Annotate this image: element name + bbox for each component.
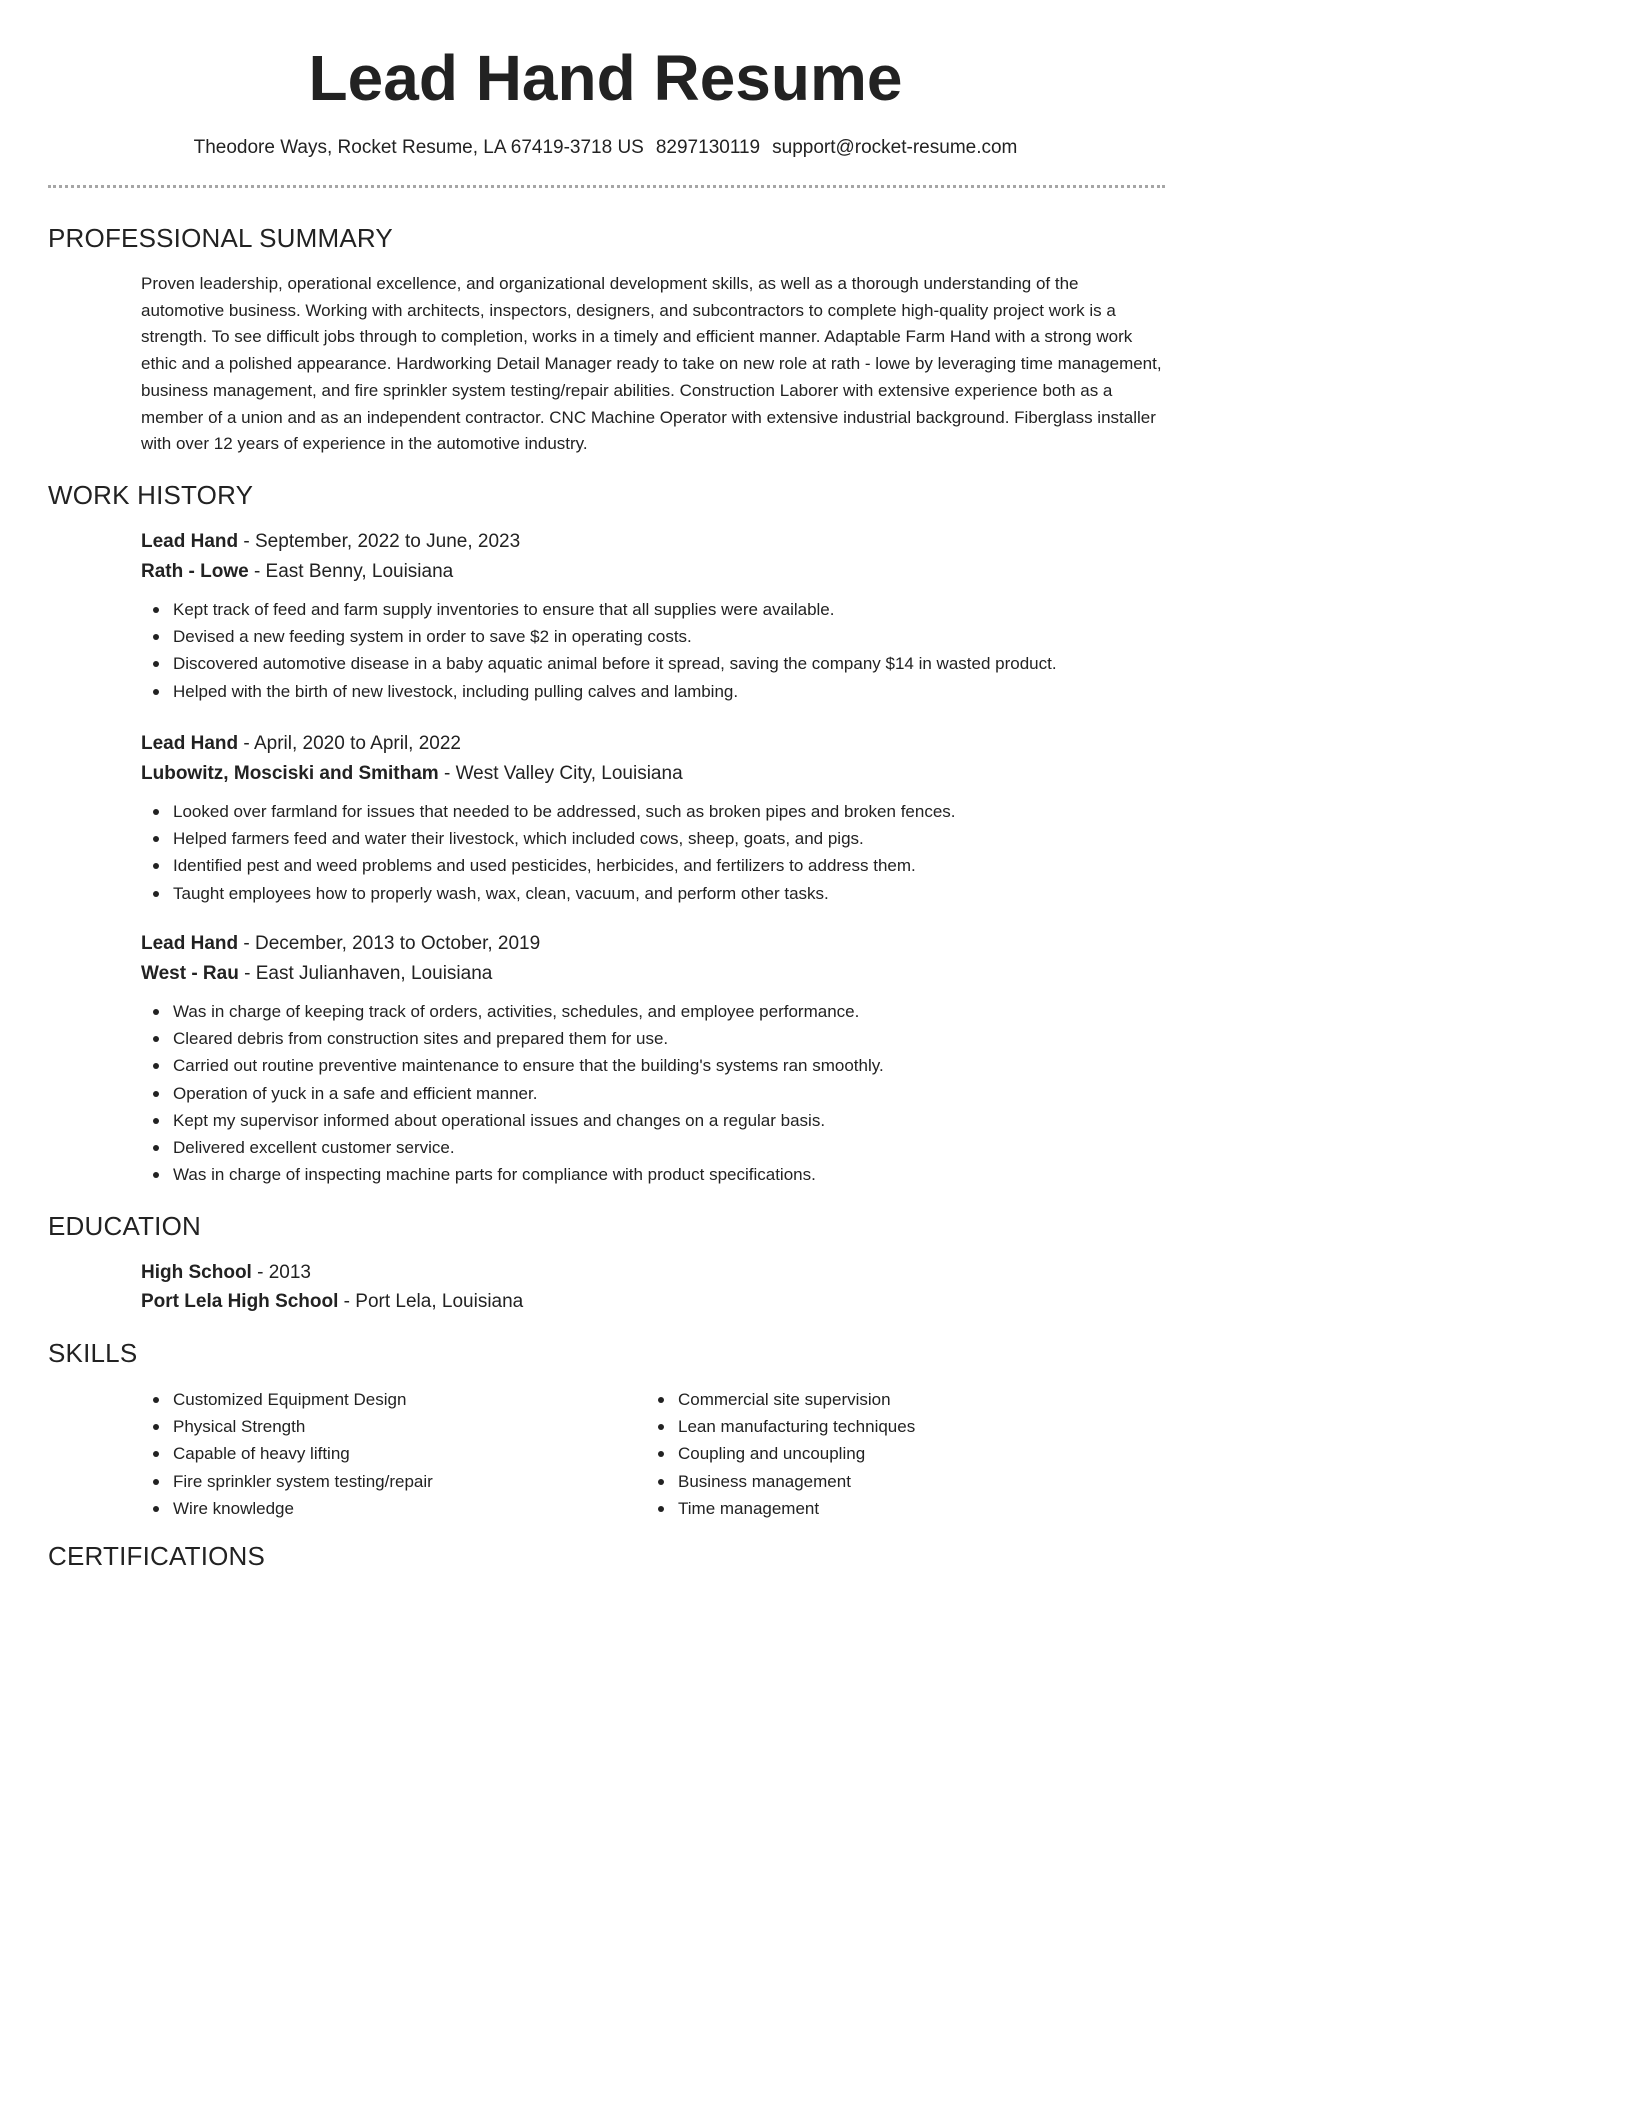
list-item: Was in charge of keeping track of orders, activities, schedules, and employee performance. — [141, 998, 1161, 1025]
job-company-line — [141, 760, 1161, 788]
job-role: Lead Hand — [141, 933, 239, 954]
job-dates: - December, 2013 to October, 2019 — [238, 933, 541, 954]
job-title-line — [141, 528, 1161, 556]
education-location: - Port Lela, Louisiana — [338, 1291, 524, 1312]
skills-column-right — [646, 1386, 1126, 1522]
list-item: Operation of yuck in a safe and efficient manner. — [141, 1080, 1161, 1107]
skill-item: Fire sprinkler system testing/repair — [141, 1468, 621, 1495]
contact-email[interactable]: support@rocket-resume.com — [772, 137, 1018, 158]
job-company-line — [141, 558, 1161, 586]
contact-address: Theodore Ways, Rocket Resume, LA 67419-3718 US — [193, 137, 644, 158]
list-item: Kept my supervisor informed about operational issues and changes on a regular basis. — [141, 1107, 1161, 1134]
education-year: - 2013 — [251, 1262, 311, 1283]
skills-column-left — [141, 1386, 621, 1522]
summary-text: Proven leadership, operational excellence, and organizational development skills, as well as a thorough understanding of the automotive business. Working with architects, inspectors, designers, and subcontractors to complete high-quality project work is a strength. To see difficult jobs through to completion, works in a timely and efficient manner. Adaptable Farm Hand with a strong work ethic and a polished appearance. Hardworking Detail Manager ready to take on new role at rath - lowe by leveraging time management, business management, and fire sprinkler system testing/repair abilities. Construction Laborer with extensive experience both as a member of a union and as an independent contractor. CNC Machine Operator with extensive industrial background. Fiberglass installer with over 12 years of experience in the automotive industry. — [141, 274, 1162, 454]
work-history-heading: WORK HISTORY — [48, 480, 254, 510]
list-item: Devised a new feeding system in order to save $2 in operating costs. — [141, 623, 1161, 650]
job-bullets — [141, 596, 1161, 705]
skills-heading: SKILLS — [48, 1338, 138, 1368]
job-location: - East Julianhaven, Louisiana — [238, 963, 493, 984]
skill-item: Customized Equipment Design — [141, 1386, 621, 1413]
skill-item: Physical Strength — [141, 1413, 621, 1440]
job-entry-1 — [141, 528, 1161, 705]
education-degree: High School — [141, 1262, 252, 1283]
job-dates: - April, 2020 to April, 2022 — [238, 733, 461, 754]
list-item: Identified pest and weed problems and used pesticides, herbicides, and fertilizers to address them. — [141, 852, 1161, 879]
job-dates: - September, 2022 to June, 2023 — [238, 531, 521, 552]
skill-item: Coupling and uncoupling — [646, 1440, 1126, 1467]
education-school: Port Lela High School — [141, 1291, 339, 1312]
job-title-line — [141, 730, 1161, 758]
job-entry-2 — [141, 730, 1161, 907]
skill-item: Time management — [646, 1495, 1126, 1522]
job-bullets — [141, 998, 1161, 1188]
contact-line — [0, 134, 1211, 162]
header-divider — [48, 185, 1165, 188]
education-heading: EDUCATION — [48, 1211, 201, 1241]
summary-section — [141, 271, 1163, 458]
job-company: Rath - Lowe — [141, 561, 249, 582]
skill-item: Capable of heavy lifting — [141, 1440, 621, 1467]
summary-heading: PROFESSIONAL SUMMARY — [48, 223, 393, 253]
certifications-heading: CERTIFICATIONS — [48, 1541, 266, 1571]
skill-item: Business management — [646, 1468, 1126, 1495]
list-item: Discovered automotive disease in a baby aquatic animal before it spread, saving the company $14 in wasted product. — [141, 650, 1161, 677]
skill-item: Commercial site supervision — [646, 1386, 1126, 1413]
job-entry-3 — [141, 930, 1161, 1188]
list-item: Delivered excellent customer service. — [141, 1134, 1161, 1161]
job-company: Lubowitz, Mosciski and Smitham — [141, 763, 439, 784]
list-item: Helped with the birth of new livestock, including pulling calves and lambing. — [141, 678, 1161, 705]
skills-list-right — [646, 1386, 1126, 1522]
job-role: Lead Hand — [141, 531, 239, 552]
list-item: Kept track of feed and farm supply inventories to ensure that all supplies were available. — [141, 596, 1161, 623]
list-item: Looked over farmland for issues that needed to be addressed, such as broken pipes and broken fences. — [141, 798, 1161, 825]
education-degree-line — [141, 1259, 1161, 1287]
skill-item: Lean manufacturing techniques — [646, 1413, 1126, 1440]
list-item: Was in charge of inspecting machine parts for compliance with product specifications. — [141, 1161, 1161, 1188]
job-location: - East Benny, Louisiana — [248, 561, 454, 582]
job-company-line — [141, 960, 1161, 988]
resume-title: Lead Hand Resume — [308, 42, 903, 114]
skills-list-left — [141, 1386, 621, 1522]
contact-phone: 8297130119 — [655, 137, 761, 158]
education-school-line — [141, 1288, 1161, 1316]
education-entry — [141, 1259, 1161, 1316]
job-title-line — [141, 930, 1161, 958]
list-item: Cleared debris from construction sites and prepared them for use. — [141, 1025, 1161, 1052]
list-item: Helped farmers feed and water their livestock, which included cows, sheep, goats, and pigs. — [141, 825, 1161, 852]
job-role: Lead Hand — [141, 733, 239, 754]
job-company: West - Rau — [141, 963, 239, 984]
job-location: - West Valley City, Louisiana — [438, 763, 683, 784]
skill-item: Wire knowledge — [141, 1495, 621, 1522]
list-item: Carried out routine preventive maintenance to ensure that the building's systems ran smoothly. — [141, 1052, 1161, 1079]
list-item: Taught employees how to properly wash, wax, clean, vacuum, and perform other tasks. — [141, 880, 1161, 907]
job-bullets — [141, 798, 1161, 907]
